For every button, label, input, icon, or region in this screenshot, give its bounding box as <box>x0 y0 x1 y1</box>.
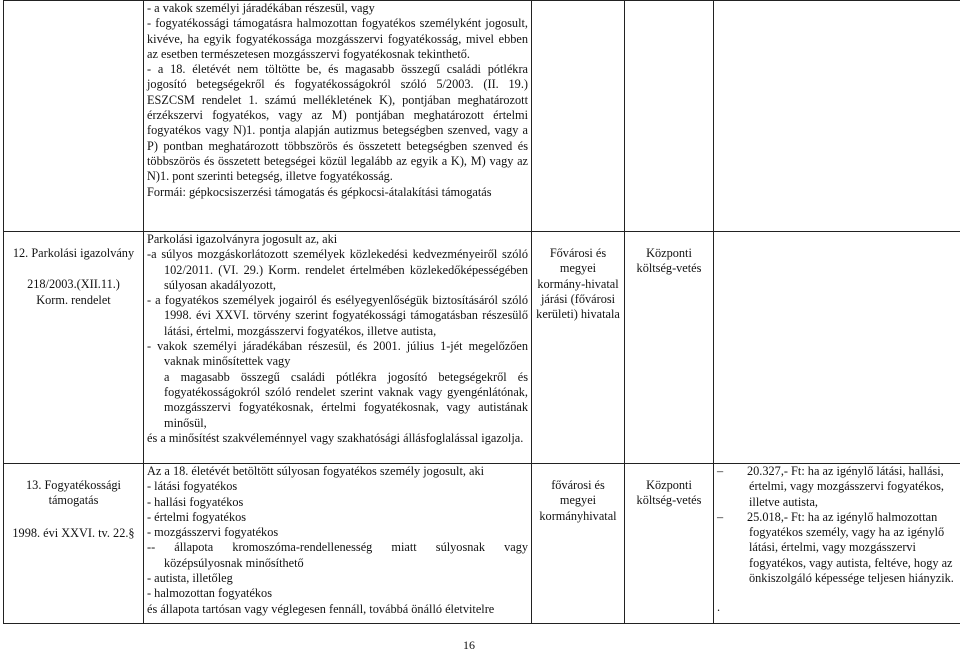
law-reference: Korm. rendelet <box>7 293 140 308</box>
amount-cell <box>714 464 960 624</box>
dash-marker: – <box>717 510 747 525</box>
table-row <box>4 1 960 232</box>
conditions-cell <box>144 1 532 232</box>
cost-text: Központi költség-vetés <box>637 478 702 507</box>
condition-intro: Parkolási igazolványra jogosult az, aki <box>147 232 528 247</box>
cost-cell <box>625 464 714 624</box>
amount-note-text: 20.327,- Ft: ha az igénylő látási, hallási, értelmi, vagy mozgásszervi fogyatékos, illetve autista, <box>747 464 944 509</box>
condition-line: - halmozottan fogyatékos <box>147 586 528 601</box>
condition-line: - a 18. életévét nem töltötte be, és magasabb összegű családi pótlékra jogosító betegségekről és fogyatékosságokról szóló 5/2003. (II. 19.) ESZCSM rendelet 1. számú mellékletének K), pontjában meghatározott érzékszervi fogyatékos, vagy az M) pontjában meghatározott értelmi fogyatékos vagy N)1. pontja alapján autizmus betegségben szenved, vagy a P) pontban meghatározott többszörös és összetett betegségben szenved és többszörös és összetett betegségei közül legalább az egyik a K), M) vagy az N)1. pont szerinti betegség, illetve fogyatékosság. <box>147 62 528 184</box>
table-row <box>4 232 960 464</box>
amount-note <box>717 510 957 586</box>
authority-cell <box>532 232 625 464</box>
cost-cell <box>625 232 714 464</box>
condition-line: - a vakok személyi járadékában részesül, vagy <box>147 1 528 16</box>
amount-cell <box>714 1 960 232</box>
condition-line: -a súlyos mozgáskorlátozott személyek közlekedési kedvezményeiről szóló 102/2011. (VI. 29.) Korm. rendelet értelmében közlekedőképességében súlyosan akadályozott, <box>147 247 528 293</box>
condition-line: -- állapota kromoszóma-rendellenesség miatt súlyosnak vagy középsúlyosnak minősíthető <box>147 540 528 571</box>
table-row <box>4 464 960 624</box>
row-title-cell <box>4 464 144 624</box>
amount-note-end: . <box>717 600 720 614</box>
condition-line: Formái: gépkocsiszerzési támogatás és gépkocsi-átalakítási támogatás <box>147 185 528 200</box>
authority-text: fővárosi és megyei kormányhivatal <box>539 478 616 523</box>
condition-intro: Az a 18. életévét betöltött súlyosan fogyatékos személy jogosult, aki <box>147 464 528 479</box>
condition-line: és állapota tartósan vagy véglegesen fennáll, továbbá önálló életvitelre <box>147 602 528 617</box>
condition-line: - hallási fogyatékos <box>147 495 528 510</box>
condition-line: - értelmi fogyatékos <box>147 510 528 525</box>
amount-note-text: 25.018,- Ft: ha az igénylő halmozottan fogyatékos személy, vagy ha az igénylő látási, értelmi, vagy mozgásszervi fogyatékos, vagy autista, feltéve, hogy az önkiszolgáló képessége teljesen hiányzik. <box>747 510 954 585</box>
cost-text: Központi költség-vetés <box>637 246 702 275</box>
condition-line: - a fogyatékos személyek jogairól és esélyegyenlőségük biztosításáról szóló 1998. évi XXVI. törvény szerint fogyatékossági támogatásban részesülő látási, értelmi, mozgásszervi fogyatékos, illetve autista, <box>147 293 528 339</box>
page-number: 16 <box>463 638 475 653</box>
conditions-cell <box>144 464 532 624</box>
condition-line: a magasabb összegű családi pótlékra jogosító betegségekről és fogyatékosságokról szóló rendelet szerint vaknak vagy gyengénlátónak, mozgásszervi fogyatékosnak, értelmi fogyatékosnak, vagy autistának minősül, <box>147 370 528 431</box>
cost-cell <box>625 1 714 232</box>
row-title-cell <box>4 1 144 232</box>
conditions-cell <box>144 232 532 464</box>
condition-line: - látási fogyatékos <box>147 479 528 494</box>
authority-cell <box>532 1 625 232</box>
amount-cell <box>714 232 960 464</box>
row-title: 12. Parkolási igazolvány <box>7 246 140 261</box>
authority-text: Fővárosi és megyei kormány-hivatal járási (fővárosi kerületi) hivatala <box>536 246 620 321</box>
condition-line: - mozgásszervi fogyatékos <box>147 525 528 540</box>
dash-marker: – <box>717 464 747 479</box>
condition-line: - vakok személyi járadékában részesül, és 2001. július 1-jét megelőzően vaknak minősítettek vagy <box>147 339 528 370</box>
law-reference: 218/2003.(XII.11.) <box>7 277 140 292</box>
condition-line: - fogyatékossági támogatásra halmozottan fogyatékos személyként jogosult, kivéve, ha egyik fogyatékossága mozgásszervi fogyatékosság, mivel ebben az esetben természetesen mozgásszervi fogyatékosnak tekinthető. <box>147 16 528 62</box>
authority-cell <box>532 464 625 624</box>
condition-line: - autista, illetőleg <box>147 571 528 586</box>
row-title-cell <box>4 232 144 464</box>
row-title: 13. Fogyatékossági támogatás <box>7 478 140 509</box>
law-reference: 1998. évi XXVI. tv. 22.§ <box>7 526 140 541</box>
amount-note <box>717 464 957 510</box>
benefits-table <box>3 0 960 624</box>
condition-line: és a minősítést szakvéleménnyel vagy szakhatósági állásfoglalással igazolja. <box>147 431 528 446</box>
